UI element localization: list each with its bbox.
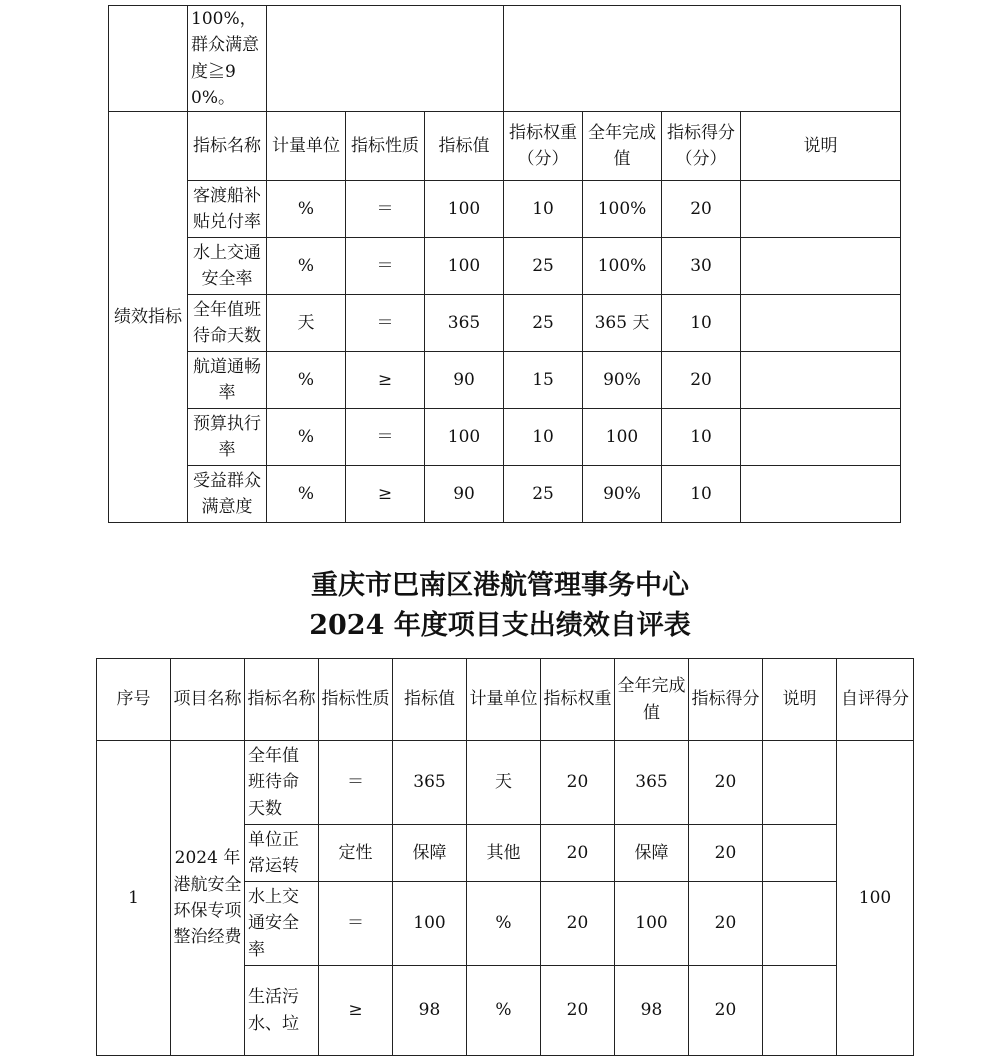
empty-cell [504,6,901,112]
note-cell [763,882,837,966]
column-header: 全年完成值 [615,659,689,741]
empty-cell [267,6,504,112]
indicator-name: 水上交通安全率 [188,238,267,295]
column-header: 计量单位 [467,659,541,741]
empty-cell [109,6,188,112]
value-cell: 100 [425,238,504,295]
weight-cell: 15 [504,352,583,409]
value-cell: 100 [425,409,504,466]
column-header: 指标名称 [245,659,319,741]
column-header: 指标性质 [319,659,393,741]
column-header: 计量单位 [267,112,346,181]
table-header-row [97,659,914,741]
column-header: 指标名称 [188,112,267,181]
weight-cell: 20 [541,825,615,882]
table-row [109,409,901,466]
score-cell: 10 [662,466,741,523]
unit-cell: % [267,238,346,295]
indicator-name: 航道通畅率 [188,352,267,409]
weight-cell: 25 [504,466,583,523]
column-header: 指标性质 [346,112,425,181]
done-cell: 90% [583,352,662,409]
indicator-name: 受益群众满意度 [188,466,267,523]
unit-cell: % [267,352,346,409]
done-cell: 保障 [615,825,689,882]
seq-cell: 1 [97,741,171,1056]
nature-cell: ＝ [346,181,425,238]
column-header: 项目名称 [171,659,245,741]
column-header: 自评得分 [837,659,914,741]
target-description-cell: 100%，群众满意度≧90%。 [188,6,267,112]
nature-cell: ＝ [346,238,425,295]
value-cell: 100 [393,882,467,966]
done-cell: 100 [583,409,662,466]
done-cell: 100 [615,882,689,966]
column-header: 指标值 [393,659,467,741]
column-header: 说明 [763,659,837,741]
value-cell: 365 [425,295,504,352]
indicator-name: 预算执行率 [188,409,267,466]
score-cell: 20 [689,966,763,1056]
self-evaluation-table [96,658,914,1056]
score-cell: 10 [662,295,741,352]
score-cell: 20 [662,181,741,238]
table-row [97,741,914,825]
note-cell [741,238,901,295]
note-cell [763,966,837,1056]
project-name-cell: 2024 年港航安全环保专项整治经费 [171,741,245,1056]
unit-cell: % [267,466,346,523]
value-cell: 365 [393,741,467,825]
indicator-name: 水上交通安全率 [245,882,319,966]
title-line-1: 重庆市巴南区港航管理事务中心 [311,570,689,601]
nature-cell: ≥ [346,466,425,523]
table-row [109,466,901,523]
score-cell: 30 [662,238,741,295]
table-row [109,238,901,295]
table-row [109,6,901,112]
done-cell: 90% [583,466,662,523]
score-cell: 10 [662,409,741,466]
indicator-name: 全年值班待命天数 [245,741,319,825]
value-cell: 保障 [393,825,467,882]
column-header: 指标得分（分） [662,112,741,181]
self-score-cell: 100 [837,741,914,1056]
indicator-name: 单位正常运转 [245,825,319,882]
unit-cell: 其他 [467,825,541,882]
indicator-name: 生活污水、垃 [245,966,319,1056]
note-cell [763,741,837,825]
table-row [109,295,901,352]
nature-cell: ≥ [319,966,393,1056]
score-cell: 20 [689,882,763,966]
column-header: 全年完成值 [583,112,662,181]
column-header: 指标值 [425,112,504,181]
value-cell: 98 [393,966,467,1056]
note-cell [741,466,901,523]
nature-cell: ＝ [346,295,425,352]
title-line-2: 2024 年度项目支出绩效自评表 [309,610,691,641]
weight-cell: 10 [504,409,583,466]
weight-cell: 20 [541,741,615,825]
column-header: 指标权重 [541,659,615,741]
value-cell: 90 [425,466,504,523]
table-header-row [109,112,901,181]
note-cell [741,352,901,409]
unit-cell: 天 [267,295,346,352]
note-cell [741,181,901,238]
value-cell: 90 [425,352,504,409]
nature-cell: ≥ [346,352,425,409]
unit-cell: % [467,966,541,1056]
done-cell: 365 天 [583,295,662,352]
nature-cell: 定性 [319,825,393,882]
table-row [109,352,901,409]
weight-cell: 20 [541,966,615,1056]
page-title [0,566,1000,646]
score-cell: 20 [689,741,763,825]
column-header: 说明 [741,112,901,181]
table-row [109,181,901,238]
unit-cell: % [267,409,346,466]
score-cell: 20 [662,352,741,409]
column-header: 指标权重（分） [504,112,583,181]
value-cell: 100 [425,181,504,238]
indicator-name: 客渡船补贴兑付率 [188,181,267,238]
weight-cell: 25 [504,238,583,295]
done-cell: 365 [615,741,689,825]
nature-cell: ＝ [319,741,393,825]
unit-cell: % [467,882,541,966]
done-cell: 100% [583,181,662,238]
weight-cell: 10 [504,181,583,238]
note-cell [763,825,837,882]
note-cell [741,409,901,466]
performance-indicator-table [108,5,901,523]
indicator-name: 全年值班待命天数 [188,295,267,352]
weight-cell: 25 [504,295,583,352]
column-header: 序号 [97,659,171,741]
section-label: 绩效指标 [109,112,188,523]
nature-cell: ＝ [319,882,393,966]
done-cell: 100% [583,238,662,295]
score-cell: 20 [689,825,763,882]
nature-cell: ＝ [346,409,425,466]
weight-cell: 20 [541,882,615,966]
column-header: 指标得分 [689,659,763,741]
note-cell [741,295,901,352]
unit-cell: % [267,181,346,238]
unit-cell: 天 [467,741,541,825]
done-cell: 98 [615,966,689,1056]
